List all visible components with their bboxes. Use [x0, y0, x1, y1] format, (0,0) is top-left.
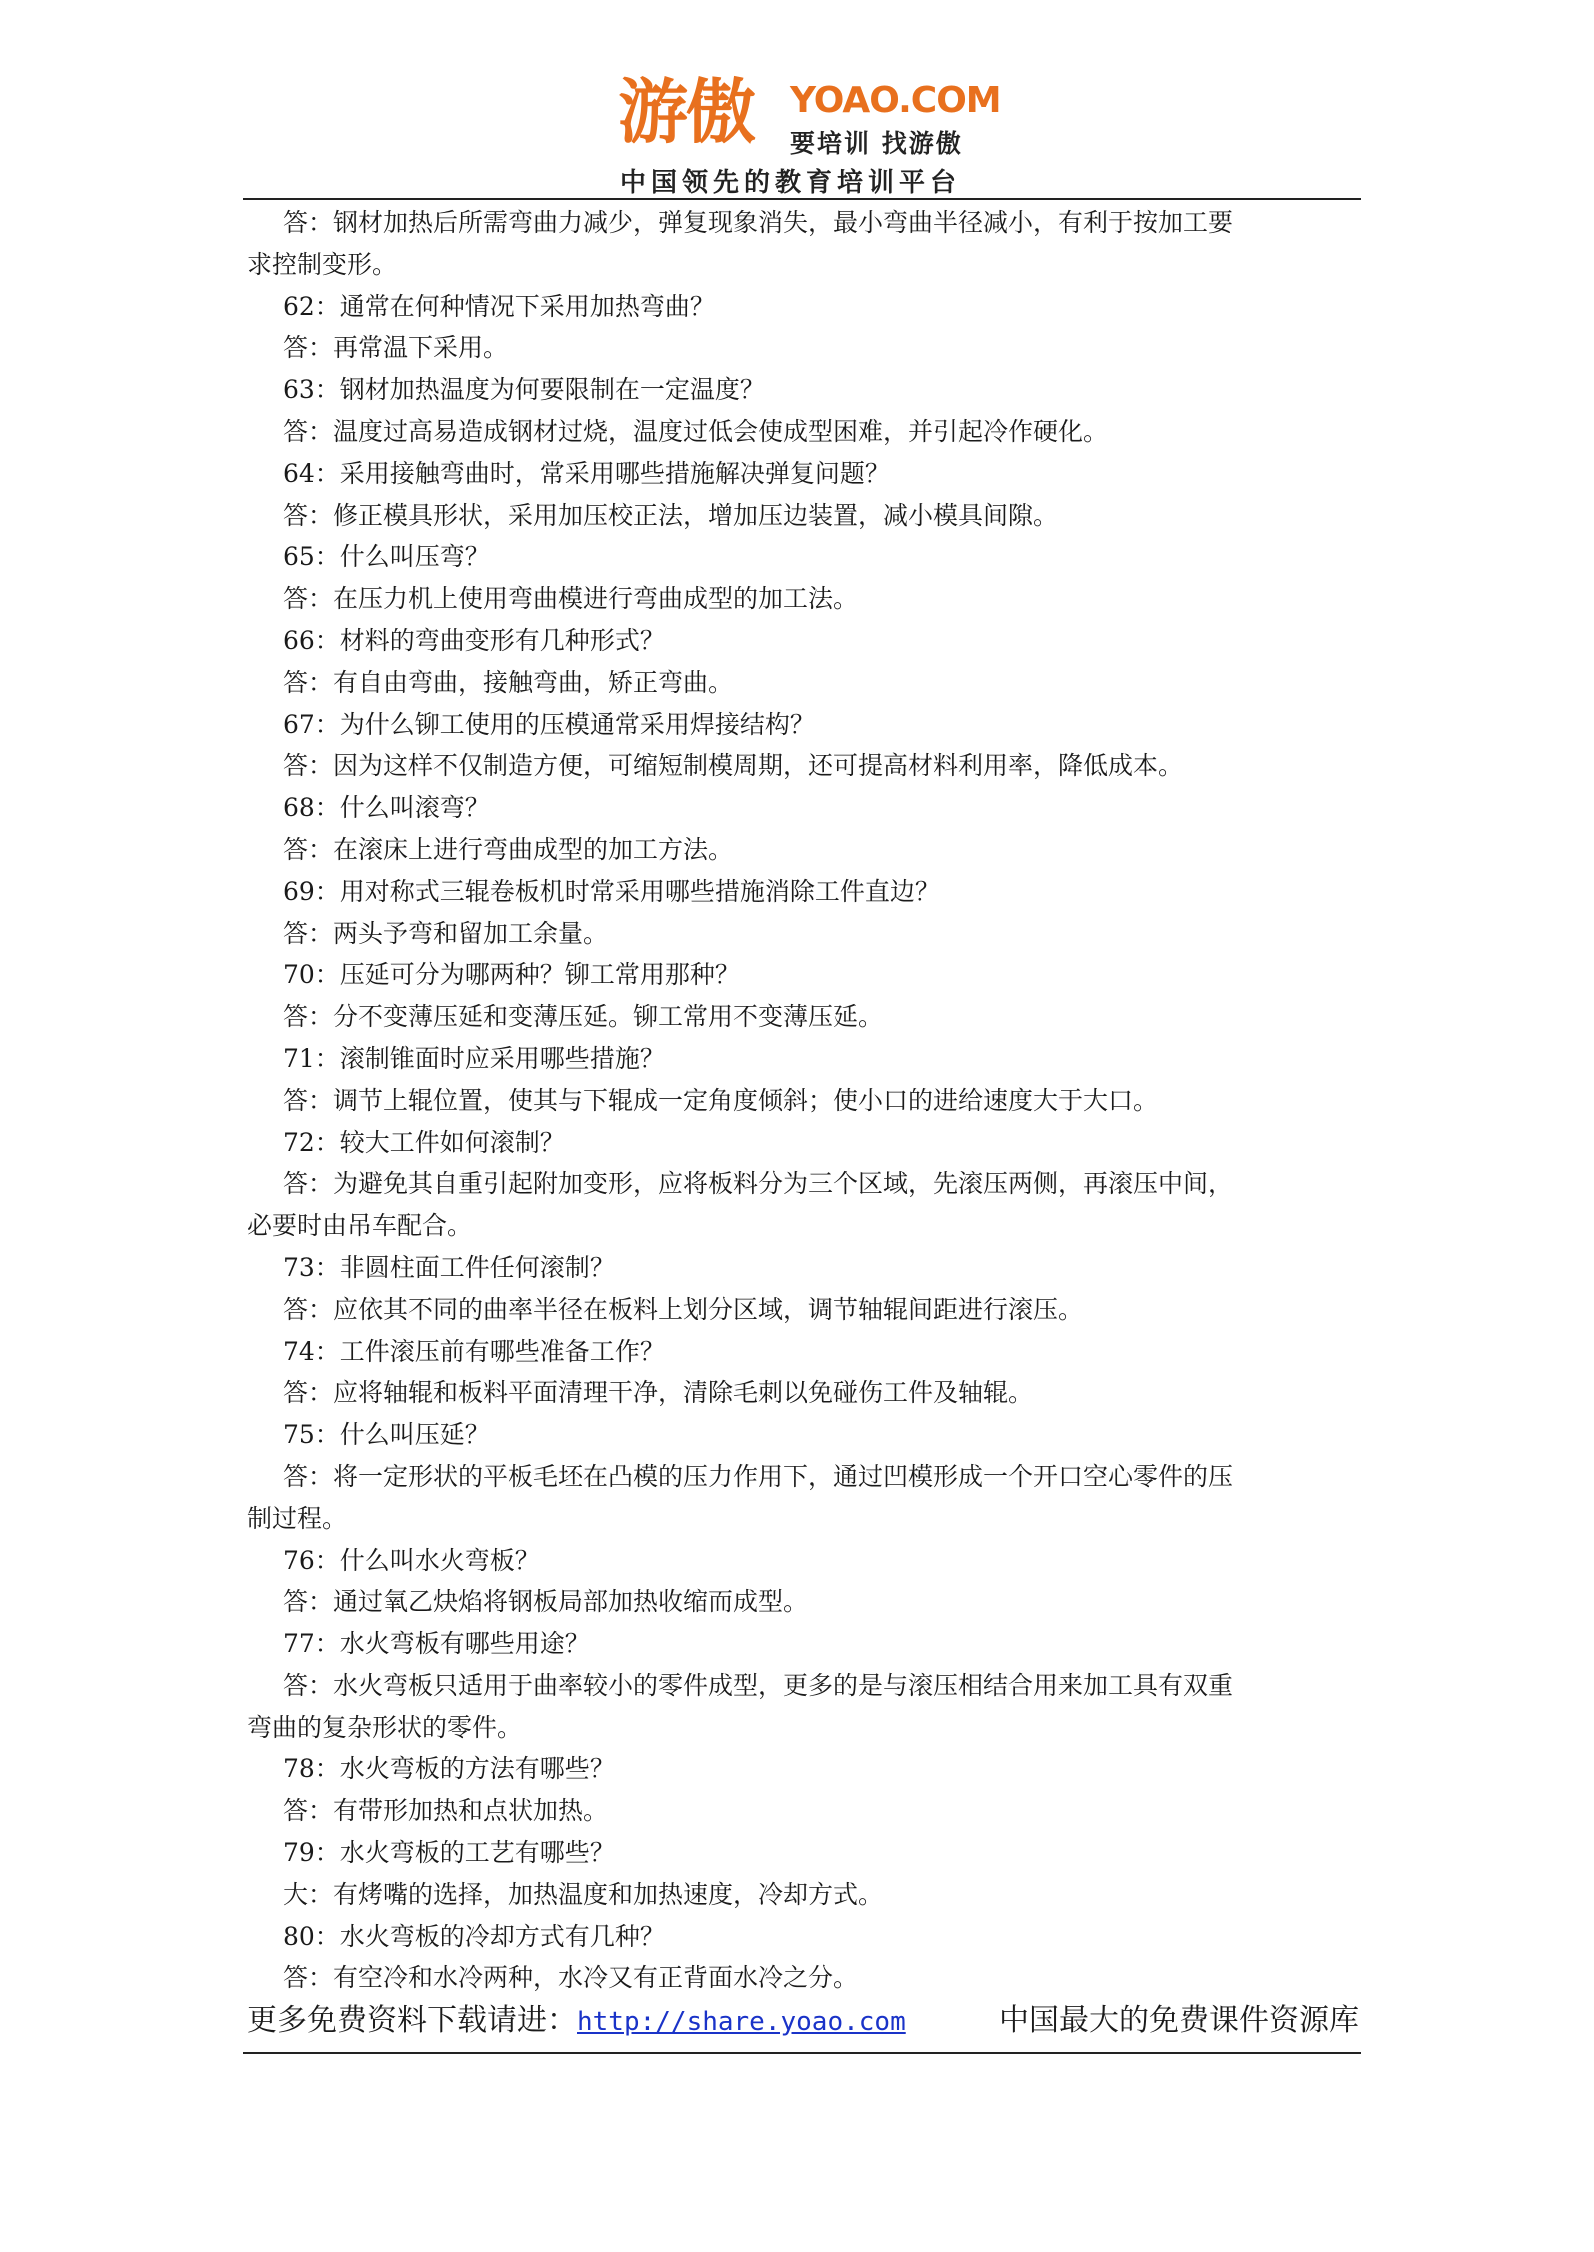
text-line: 答：在滚床上进行弯曲成型的加工方法。: [283, 834, 734, 864]
text-line: 答：调节上辊位置，使其与下辊成一定角度倾斜；使小口的进给速度大于大口。: [283, 1085, 1159, 1115]
text-line: 80：水火弯板的冷却方式有几种？: [283, 1921, 665, 1951]
logo-main-text: 游傲: [618, 71, 754, 153]
site-logo: [618, 71, 1008, 198]
text-line: 答：再常温下采用。: [283, 333, 509, 363]
text-line: 答：将一定形状的平板毛坯在凸模的压力作用下，通过凹模形成一个开口空心零件的压: [283, 1461, 1234, 1491]
text-line: 64：采用接触弯曲时，常采用哪些措施解决弹复问题？: [283, 458, 890, 488]
footer-tagline: 中国最大的免费课件资源库: [999, 2003, 1359, 2038]
logo-tagline-text: 中国领先的教育培训平台: [620, 168, 962, 198]
text-line: 答：钢材加热后所需弯曲力减少，弹复现象消失，最小弯曲半径减小，有利于按加工要: [283, 208, 1234, 237]
text-line: 63：钢材加热温度为何要限制在一定温度？: [283, 375, 765, 405]
text-line: 答：有带形加热和点状加热。: [283, 1796, 609, 1826]
text-line: 答：温度过高易造成钢材过烧，温度过低会使成型困难，并引起冷作硬化。: [283, 416, 1109, 446]
text-line: 74：工件滚压前有哪些准备工作？: [283, 1336, 665, 1366]
footer-download-link[interactable]: http://share.yoao.com: [577, 2007, 906, 2037]
text-line: 答：应将轴辊和板料平面清理干净，清除毛刺以免碰伤工件及轴辊。: [283, 1378, 1034, 1408]
text-line: 答：应依其不同的曲率半径在板料上划分区域，调节轴辊间距进行滚压。: [283, 1294, 1084, 1324]
text-line: 72：较大工件如何滚制？: [283, 1127, 565, 1157]
page-footer: [247, 1999, 1359, 2043]
text-line: 大：有烤嘴的选择，加热温度和加热速度，冷却方式。: [283, 1879, 884, 1909]
text-line: 78：水火弯板的方法有哪些？: [283, 1754, 615, 1784]
text-line: 69：用对称式三辊卷板机时常采用哪些措施消除工件直边？: [283, 876, 940, 906]
text-line: 求控制变形。: [247, 249, 398, 279]
text-line: 答：因为这样不仅制造方便，可缩短制模周期，还可提高材料利用率，降低成本。: [283, 751, 1184, 781]
footer-download-label: 更多免费资料下载请进：: [247, 2003, 577, 2038]
footer-divider: [243, 2052, 1361, 2054]
text-line: 制过程。: [247, 1503, 348, 1533]
text-line: 79：水火弯板的工艺有哪些？: [283, 1838, 615, 1868]
text-line: 77：水火弯板有哪些用途？: [283, 1629, 590, 1659]
text-line: 答：修正模具形状，采用加压校正法，增加压边装置，减小模具间隙。: [283, 500, 1059, 530]
text-line: 65：什么叫压弯？: [283, 542, 490, 572]
text-line: 答：为避免其自重引起附加变形，应将板料分为三个区域，先滚压两侧，再滚压中间，: [283, 1169, 1234, 1199]
text-line: 答：分不变薄压延和变薄压延。铆工常用不变薄压延。: [283, 1002, 884, 1032]
text-line: 答：通过氧乙炔焰将钢板局部加热收缩而成型。: [283, 1587, 809, 1617]
text-line: 答：水火弯板只适用于曲率较小的零件成型，更多的是与滚压相结合用来加工具有双重: [283, 1670, 1234, 1700]
text-line: 62：通常在何种情况下采用加热弯曲？: [283, 291, 715, 321]
text-line: 73：非圆柱面工件任何滚制？: [283, 1252, 615, 1282]
logo-domain-text: YOAO.COM: [790, 80, 1001, 121]
logo-slogan-text: 要培训 找游傲: [790, 129, 963, 158]
text-line: 76：什么叫水火弯板？: [283, 1545, 540, 1575]
text-line: 70：压延可分为哪两种？铆工常用那种？: [283, 960, 740, 990]
text-line: 必要时由吊车配合。: [247, 1211, 473, 1241]
document-body: [247, 202, 1359, 1999]
footer-download-note: [247, 1999, 906, 2044]
text-line: 弯曲的复杂形状的零件。: [247, 1712, 523, 1742]
text-line: 答：有自由弯曲，接触弯曲，矫正弯曲。: [283, 667, 734, 697]
header-divider: [243, 198, 1361, 200]
text-line: 答：在压力机上使用弯曲模进行弯曲成型的加工法。: [283, 584, 859, 614]
text-line: 66：材料的弯曲变形有几种形式？: [283, 625, 665, 655]
text-line: 71：滚制锥面时应采用哪些措施？: [283, 1043, 665, 1073]
text-line: 答：两头予弯和留加工余量。: [283, 918, 609, 948]
text-line: 67：为什么铆工使用的压模通常采用焊接结构？: [283, 709, 815, 739]
text-line: 75：什么叫压延？: [283, 1420, 490, 1450]
text-line: 68：什么叫滚弯？: [283, 793, 490, 823]
text-line: 答：有空冷和水冷两种，水冷又有正背面水冷之分。: [283, 1963, 859, 1993]
